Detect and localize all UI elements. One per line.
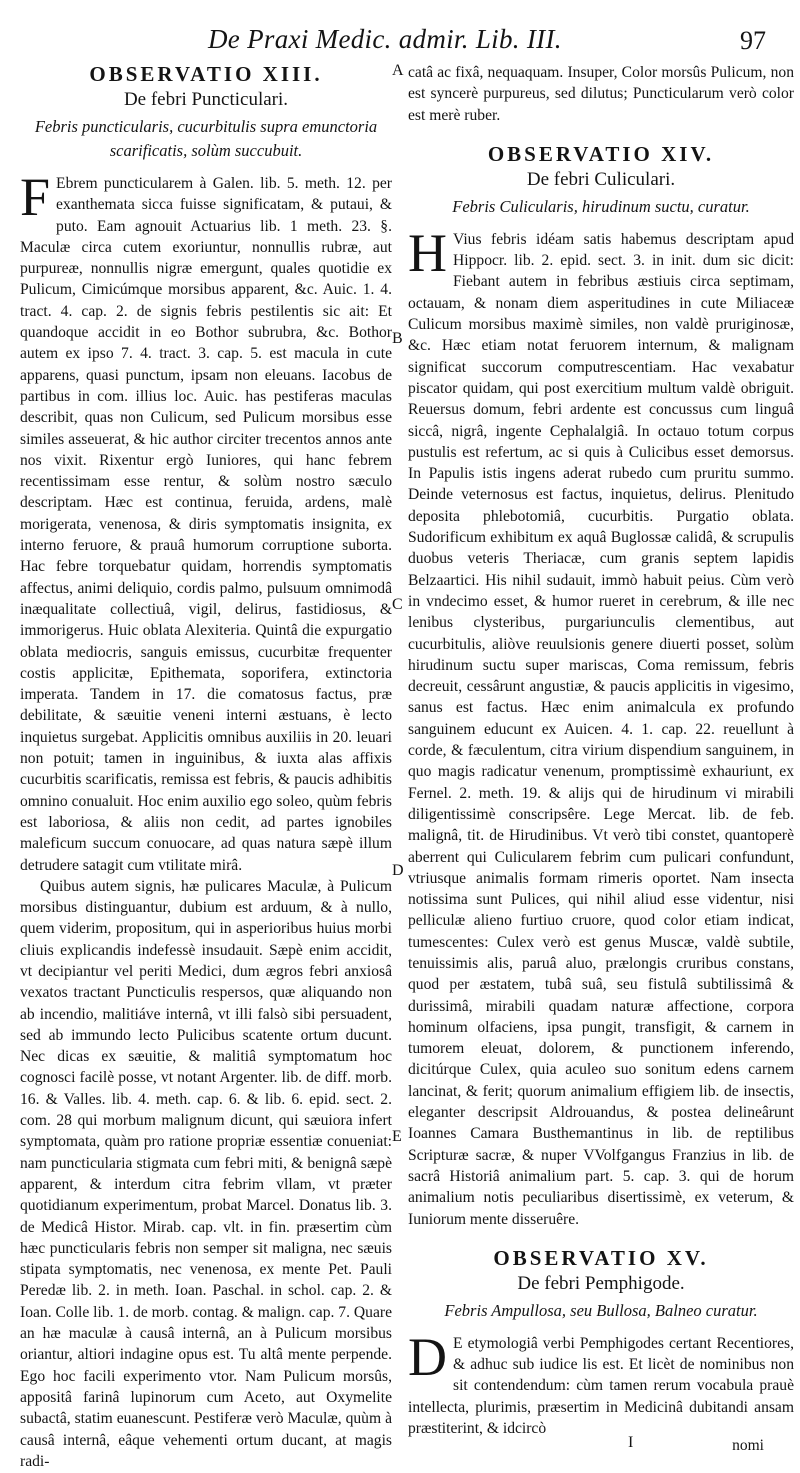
running-title: De Praxi Medic. admir. Lib. III. [208,24,562,54]
obs13-dropcap: F [20,167,51,227]
signature-mark: I [628,1434,634,1451]
obs14-dropcap: H [408,222,447,283]
catchword: nomi [732,1437,764,1454]
margin-letter-a: A [392,62,404,79]
margin-letter-b: B [392,330,403,347]
margin-letter-d: D [392,862,404,879]
obs15-paragraph-1 [408,1326,794,1439]
margin-letter-c: C [392,596,403,613]
obs13-lead: Febris puncticularis, cucurbitulis supra emunctoria scarificatis, solùm succubuit. [34,117,378,160]
obs14-lead: Febris Culicularis, hirudinum suctu, curatur. [452,196,750,216]
obs14-paragraph-1-text: Vius febris idéam satis habemus descriptam apud Hippocr. lib. 2. epid. sect. 3. in init. dum sic dicit: Fiebant autem in febribus æstiuis circa septimam, octauam, & nonam diem asperitudines in cute Miliaceæ Culicum morsibus maximè similes, non valdè pruriginosæ, &c. Hæc etiam notat feruorem internum, & malignam significat succorum computrescentiam. Hac vexabatur piscator quidam, qui post exercitium multum valdè obriguit. Reuersus domum, febri ardente est concussus cum linguâ siccâ, nigrâ, ingente Cephalalgiâ. In octauo totum corpus pustulis est refertum, ac si quis à Culicibus esset demorsus. In Papulis istis ingens aderat rubedo cum pruritu summo. Deinde veternosus est factus, inquietus, delirus. Plenitudo deposita phlebotomiâ, cucurbitis. Purgatio oblata. Sudorificum exhibitum ex aquâ Buglossæ calidâ, & scrupulis duobus veteris Theriacæ, cum granis septem lapidis Belzaartici. His nihil sudauit, immò habuit peius. Cùm verò in vndecimo esset, & humor rueret in cerebrum, & ille nec lenibus clysteribus, purgariunculis clementibus, aut cucurbitulis, aliòve reuulsionis genere diuerti posset, solùm hirudinum suctu super mariscas, Coma remissum, febris decreuit, cessârunt angustiæ, & paucis applicitis in vigesimo, sanus est factus. Hæc enim animalcula ex profundo sanguinem educunt ex Auicen. 4. 1. cap. 22. reuellunt à corde, & fæculentum, citra virium dispendium sanguinem, in quo magis radicatur venenum, promptissimè exhauriunt, ex Fernel. 2. meth. 19. & alijs qui de hirudinum vi mirabili diligentissimè conscripsêre. Lege Mercat. lib. de feb. malignâ, tit. de Hirudinibus. Vt verò tibi constet, quantoperè aberrent qui Culicularem febrim cum pulicari confundunt, vtriusque animalis formam rimeris oportet. Nam insecta notissima sunt Pulices, qui nihil aliud esse videntur, nisi pelliculæ alieno furtiuo cruore, quod color etiam indicat, tumescentes: Culex verò est genus Muscæ, valdè subtile, tenuissimis alis, paruâ aluo, prælongis cruribus constans, quod per æstatem, tubâ suâ, seu fistulâ subtilissimâ & durissimâ, mirabili quadam naturæ affectione, corpora hominum olfaciens, ipsa pungit, transfigit, & carnem in tumorem eleuat, dolorem, & punctionem inferendo, dicitúrque Culex, quia aculeo suo sonitum edens carnem lancinat, & ferit; quorum animalium effigiem lib. de insectis, eleganter descripsit Aldrouandus, & postea delineârunt Ioannes Camara Busthemantinus in lib. de reptilibus Scripturæ sacræ, & nuper VVolfgangus Franzius in lib. de sacrâ Historiâ animalium part. 5. cap. 3. qui de horum animalium notis peculiaribus disertissimè, ex veterum, & Iuniorum mente disseruêre. [408,230,794,1228]
obs14-paragraph-1 [408,222,794,1230]
obs15-lead: Febris Ampullosa, seu Bullosa, Balneo curatur. [444,1300,758,1320]
obs13-paragraph-1 [20,167,392,876]
obs13-subtitle: De febri Puncticulari. [123,89,289,110]
obs13-continuation: catâ ac fixâ, nequaquam. Insuper, Color morsûs Pulicum, non est syncerè purpureus, sed dilutus; Puncticularum verò color est merè ruber. [408,64,794,124]
obs14-title: OBSERVATIO XIV. [487,141,715,166]
margin-letters [390,0,408,1473]
margin-letter-e: E [392,1128,402,1145]
obs15-subtitle: De febri Pemphigode. [517,1272,685,1294]
obs13-paragraph-1-text: Ebrem puncticularem à Galen. lib. 5. meth. 12. per exanthemata sicca fuisse significatam, & putaui, & puto. Eam agnouit Actuarius lib. 1 meth. 23. §. Maculæ circa cutem exoriuntur, nonnullis rubræ, aut purpureæ, nonnullis nigræ emergunt, quales quotidie ex Pulicum, Cimicúmque morsibus apparent, &c. Auic. 1. 4. tract. 4. cap. 2. de signis febris pestilentis sic ait: Et quandoque accidit in eo Bothor subrubra, &c. Bothor autem ex ipso 7. 4. tract. 3. cap. 5. est macula in cute apparens, quasi punctum, ipsam non eleuans. Iacobus de partibus in com. illius loc. Auic. has pestiferas maculas describit, quas non Culicum, sed Pulicum morsibus esse similes asseuerat, & hic author circiter trecentos annos ante nos vixit. Rixentur ergò Iuniores, qui hanc febrem recentissimam esse rentur, & solùm nostro sæculo descriptam. Hæc est continua, feruida, ardens, malè morigerata, venenosa, & diris symptomatis insignita, ex interno feruore, & prauâ humorum corruptione suborta. Hac febre torquebatur quidam, horrendis symptomatis affectus, animi deliquio, cordis palmo, pulsuum omnimodâ inæqualitate collectiuâ, vigil, delirus, fastidiosus, & immorigerus. Huic oblata Alexiteria. Quintâ die expurgatio oblata mediocris, sanguis emissus, cucurbitæ frequenter costis applicitæ, Epithemata, soporifera, extinctoria imperata. Tandem in 17. die comatosus factus, præ debilitate, & sæuitie veneni interni æstuans, è lecto inquietus surgebat. Applicitis omnibus auxiliis in 20. leuari non potuit; tamen in inguinibus, & iuxta alas affixis cucurbitis scarificatis, remissa est febris, & paucis adhibitis omnino conualuit. Hoc enim auxilio ego soleo, quùm febris est laboriosa, & aliis non cedit, ad partes ignobiles maleficum succum conuocare, ad quas natura sæpè illum detrudere satagit cum vtilitate mirâ. [20,175,392,874]
obs13-paragraph-2: Quibus autem signis, hæ pulicares Maculæ, à Pulicum morsibus distinguantur, dubium est arduum, & à nullo, quem viderim, propositum, qui in asperioribus huius morbi cliuis explicandis indefessè insudauit. Sæpè enim accidit, vt decipiantur vel periti Medici, dum ægros febri anxiosâ vexatos tractant Puncticulis respersos, quæ aliquando non ab incendio, malitiáve internâ, vt illi falsò sibi persuadent, sed ab immundo lecto Pulicibus scatente ortum ducunt. Nec dicas ex sæuitie, & malitiâ symptomatum hoc cognosci facilè posse, vt notant Argenter. lib. de diff. morb. 16. & Valles. lib. 4. meth. cap. 6. & lib. 6. epid. sect. 2. com. 28 qui morbum malignum dicunt, qui sæuiora infert symptomata, quàm pro ratione propriæ essentiæ conueniat: nam puncticularia stigmata cum febri miti, & benignâ sæpè apparent, & interdum citra febrim vllam, vt præter quotidianum experimentum, probat Marcel. Donatus lib. 3. de Medicâ Histor. Mirab. cap. vlt. in fin. præsertim cùm hæc puncticularis febris non semper sit maligna, nec sæuis stipata symptomatis, nec venenosa, ex mente Pet. Pauli Peredæ lib. 2. in meth. Ioan. Paschal. in schol. cap. 2. & Ioan. Colle lib. 1. de morb. contag. & malign. cap. 7. Quare an hæ maculæ à causâ internâ, an à Pulicum morsibus oriantur, altiori indagine opus est. Tu altâ mente perpende. Ego hoc facili experimento vtor. Nam Pulicum morsûs, appositâ farinâ lupinorum cum Aceto, aut Oxymelite subactâ, statim euanescunt. Pestiferæ verò Maculæ, quùm à causâ internâ, eâque vehementi ortum ducant, at magis radi- [20,877,392,1470]
obs13-title: OBSERVATIO XIII. [89,62,323,86]
obs15-title: OBSERVATIO XV. [493,1245,709,1270]
obs15-dropcap: D [408,1326,447,1387]
page-number: 97 [740,26,766,55]
right-column [408,62,794,1439]
obs15-paragraph-1-text: E etymologiâ verbi Pemphigodes certant Recentiores, & adhuc sub iudice lis est. Et licèt de nominibus non sit contendendum: cùm tamen rerum vocabula prauè intellecta, plurimis, præsertim in Medicinâ dubitandi ansam præstiterint, & idcircò [408,1334,794,1438]
obs14-subtitle: De febri Culiculari. [526,168,676,190]
left-column [20,62,392,1472]
